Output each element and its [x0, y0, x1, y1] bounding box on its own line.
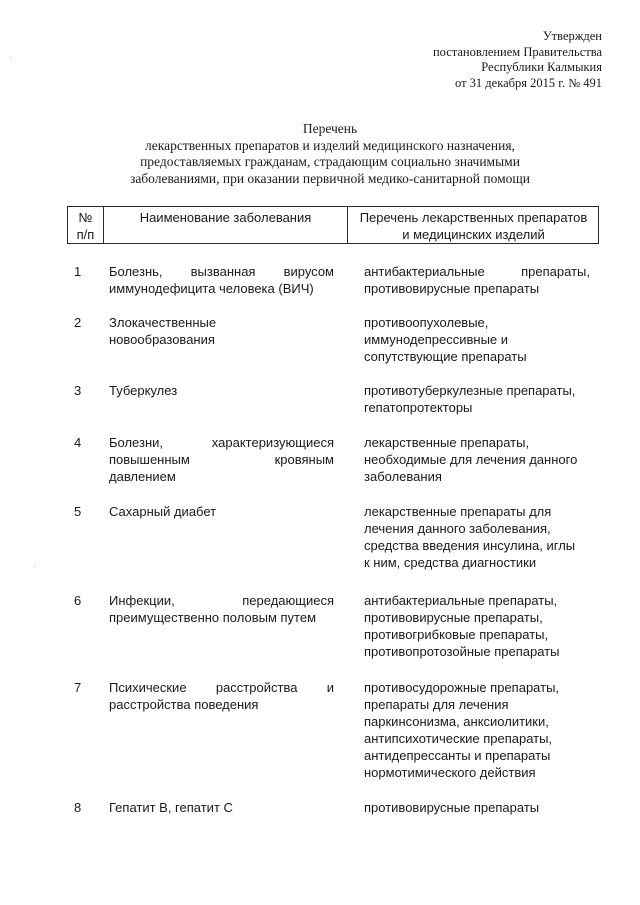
medicine-line: противоопухолевые, [364, 315, 489, 330]
approval-line: Утвержден [542, 29, 602, 43]
medicine-line: необходимые для лечения данного [364, 452, 578, 467]
disease-line: повышенным кровяным [109, 452, 334, 467]
row-disease [109, 592, 334, 626]
row-number: 8 [74, 800, 82, 815]
medicine-line: препараты для лечения [364, 697, 509, 712]
title-heading: Перечень [302, 121, 358, 136]
medicine-line: противосудорожные препараты, [364, 680, 560, 695]
disease-line: иммунодефицита человека (ВИЧ) [109, 281, 314, 296]
row-number: 3 [74, 383, 82, 398]
row-number: 1 [74, 264, 82, 279]
medicine-line: противопротозойные препараты [364, 644, 560, 659]
disease-line: Болезнь, вызванная вирусом [109, 264, 334, 279]
medicine-line: антибактериальные препараты, [364, 593, 558, 608]
disease-line: Инфекции, передающиеся [109, 593, 334, 608]
disease-line: Гепатит В, гепатит С [109, 800, 233, 815]
medicine-line: средства введения инсулина, иглы [364, 538, 576, 553]
row-disease [109, 679, 334, 713]
row-disease [109, 434, 334, 485]
disease-line: Туберкулез [109, 383, 178, 398]
row-number: 5 [74, 504, 82, 519]
disease-line: расстройства поведения [109, 697, 259, 712]
medicine-line: лечения данного заболевания, [364, 521, 551, 536]
disease-line: давлением [109, 469, 176, 484]
title-line: заболеваниями, при оказании первичной медико-санитарной помощи [129, 170, 530, 186]
row-number: 4 [74, 435, 82, 450]
medicine-line: антибактериальные препараты, [364, 264, 590, 279]
disease-line: новообразования [109, 332, 215, 347]
medicine-line: противовирусные препараты [364, 281, 540, 296]
row-disease [109, 799, 334, 816]
medicine-line: нормотимического действия [364, 765, 536, 780]
row-number: 7 [74, 680, 82, 695]
header-disease: Наименование заболевания [139, 210, 312, 225]
approval-date: от 31 декабря 2015 г. № 491 [454, 75, 602, 90]
disease-line: Болезни, характеризующиеся [109, 435, 334, 450]
header-medicines-line: Перечень лекарственных препаратов [359, 210, 588, 225]
row-medicines [364, 382, 590, 416]
row-medicines [364, 503, 590, 571]
scan-speck [34, 566, 35, 567]
disease-line: преимущественно половым путем [109, 610, 317, 625]
row-medicines [364, 314, 590, 365]
title-line: лекарственных препаратов и изделий медицинского назначения, [145, 137, 515, 153]
medicine-line: лекарственные препараты, [364, 435, 530, 450]
row-disease [109, 263, 334, 297]
medicine-line: паркинсонизма, анксиолитики, [364, 714, 549, 729]
medicine-line: противовирусные препараты [364, 800, 540, 815]
medicine-line: к ним, средства диагностики [364, 555, 537, 570]
medicine-line: противогрибковые препараты, [364, 627, 549, 642]
row-medicines [364, 592, 590, 660]
medicine-line: заболевания [364, 469, 442, 484]
scan-speck [10, 57, 11, 58]
medicine-line: гепатопротекторы [364, 400, 473, 415]
medicine-line: противотуберкулезные препараты, [364, 383, 576, 398]
row-medicines [364, 263, 590, 297]
medicine-line: лекарственные препараты для [364, 504, 552, 519]
header-medicines-line: и медицинских изделий [402, 227, 545, 242]
medicine-line: антидепрессанты и препараты [364, 748, 551, 763]
row-disease [109, 382, 334, 399]
medicine-line: противовирусные препараты, [364, 610, 543, 625]
header-number-line: № [78, 210, 93, 225]
disease-line: Злокачественные [109, 315, 217, 330]
title-line: предоставляемых гражданам, страдающим социально значимыми [140, 154, 520, 169]
medicine-line: сопутствующие препараты [364, 349, 527, 364]
medicine-line: иммунодепрессивные и [364, 332, 509, 347]
row-disease [109, 503, 334, 520]
row-medicines [364, 434, 590, 485]
row-medicines [364, 799, 590, 816]
disease-line: Психические расстройства и [109, 680, 334, 695]
row-medicines [364, 679, 590, 781]
header-number-line: п/п [76, 227, 95, 242]
medicine-line: антипсихотические препараты, [364, 731, 553, 746]
approval-line: постановлением Правительства [432, 44, 602, 59]
approval-line: Республики Калмыкия [481, 60, 602, 74]
row-number: 6 [74, 593, 82, 608]
disease-line: Сахарный диабет [109, 504, 217, 519]
row-disease [109, 314, 334, 348]
row-number: 2 [74, 315, 82, 330]
